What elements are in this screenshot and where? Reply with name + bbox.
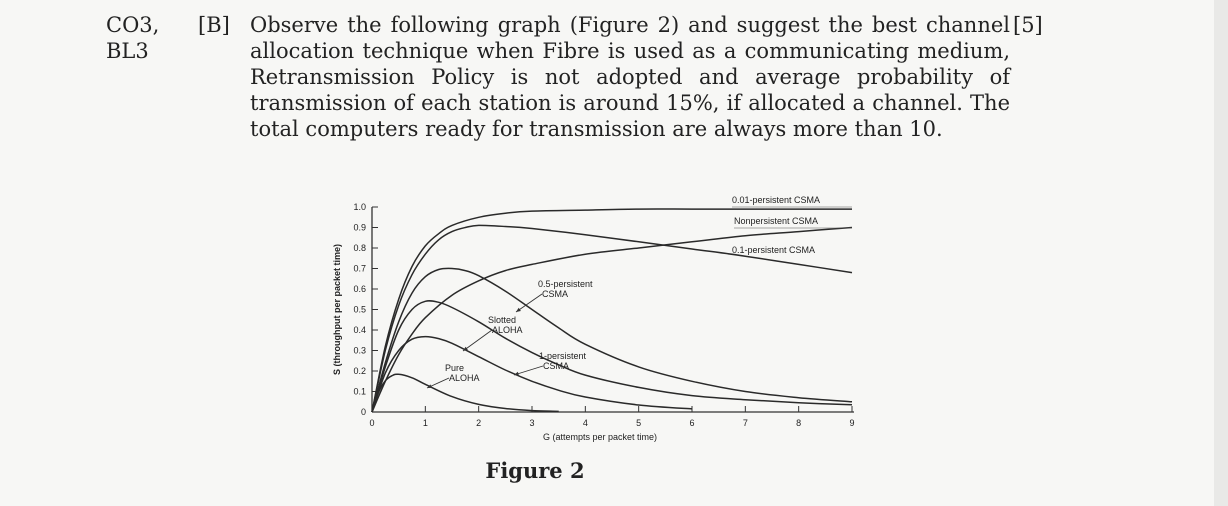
- y-tick-label: 0: [360, 407, 366, 417]
- label-0-5-persistent-csma-arrowhead: [516, 308, 521, 312]
- y-tick-label: 0.8: [353, 243, 366, 253]
- question-line: Observe the following graph (Figure 2) and suggest the best channel: [250, 13, 1010, 37]
- label-pure-aloha: ALOHA: [449, 373, 480, 383]
- x-tick-label: 8: [796, 418, 802, 428]
- y-tick-label: 0.7: [353, 263, 366, 274]
- graph-curve-labels: [427, 195, 852, 388]
- x-axis-title: G (attempts per packet time): [542, 432, 658, 442]
- throughput-graph: [320, 185, 880, 455]
- question-line: total computers ready for transmission are always more than 10.: [250, 117, 943, 141]
- course-outcome: CO3,: [106, 13, 160, 37]
- graph-curves: [372, 209, 852, 412]
- x-tick-label: 6: [689, 418, 695, 428]
- y-tick-label: 0.5: [353, 304, 366, 315]
- x-tick-label: 5: [636, 418, 642, 428]
- marks: [5]: [1013, 13, 1043, 37]
- y-tick-label: 0.4: [353, 325, 366, 335]
- label-slotted-aloha: ALOHA: [492, 325, 523, 335]
- label-0-01-persistent-csma: 0.01-persistent CSMA: [732, 195, 821, 205]
- y-tick-label: 0.6: [353, 284, 366, 294]
- y-tick-label: 0.3: [353, 345, 366, 356]
- question-line: allocation technique when Fibre is used as a communicating medium,: [250, 39, 1010, 63]
- x-tick-label: 3: [529, 418, 535, 428]
- sub-question-label: [B]: [198, 13, 230, 37]
- label-0-1-persistent-csma: 0.1-persistent CSMA: [732, 245, 816, 255]
- curve-slotted-aloha: [372, 337, 692, 412]
- x-tick-label: 7: [742, 418, 748, 428]
- label-0-5-persistent-csma: 0.5-persistent: [538, 279, 593, 289]
- question-text: [250, 12, 1010, 142]
- figure-caption: Figure 2: [485, 458, 585, 483]
- y-axis-title: S (throughput per packet time): [332, 243, 342, 376]
- question-line: Retransmission Policy is not adopted and average probability of: [250, 65, 1010, 89]
- y-tick-label: 0.2: [353, 366, 366, 376]
- curve-nonpersistent-csma: [372, 228, 852, 413]
- x-tick-label: 1: [422, 418, 428, 428]
- label-1-persistent-csma: 1-persistent: [539, 351, 587, 361]
- label-1-persistent-csma: CSMA: [543, 361, 570, 371]
- blooms-level: BL3: [106, 39, 149, 63]
- label-pure-aloha: Pure: [445, 363, 465, 373]
- x-tick-label: 2: [476, 418, 482, 428]
- x-tick-label: 4: [582, 418, 588, 428]
- label-0-5-persistent-csma-pointer: [516, 294, 542, 312]
- y-tick-label: 1.0: [353, 202, 366, 212]
- x-tick-label: 9: [849, 418, 855, 428]
- graph-axes: [332, 202, 855, 442]
- question-line: transmission of each station is around 15%, if allocated a channel. The: [250, 91, 1010, 115]
- label-0-5-persistent-csma: CSMA: [542, 289, 569, 299]
- label-slotted-aloha: Slotted: [488, 315, 517, 325]
- label-slotted-aloha-pointer: [463, 330, 492, 351]
- y-tick-label: 0.1: [353, 386, 366, 397]
- x-tick-label: 0: [369, 418, 375, 428]
- y-tick-label: 0.9: [353, 222, 366, 233]
- page-edge: [1214, 0, 1228, 506]
- course-outcome-code: [106, 12, 159, 64]
- label-nonpersistent-csma: Nonpersistent CSMA: [734, 216, 819, 226]
